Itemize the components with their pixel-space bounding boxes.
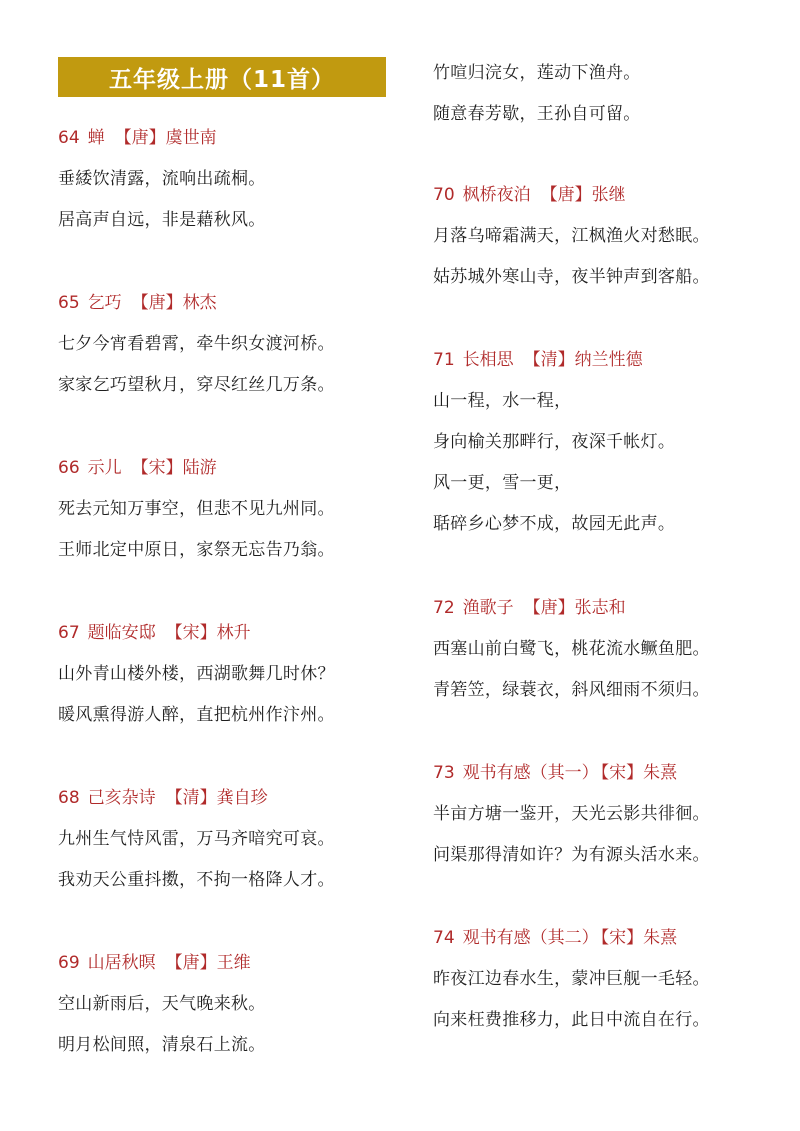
poem-74 xyxy=(433,926,710,1032)
poem-line: 暖风熏得游人醉，直把杭州作汴州。 xyxy=(58,705,335,725)
poem-title: 73 观书有感（其一） 【宋】朱熹 xyxy=(433,763,678,783)
poem-line: 七夕今宵看碧霄，牵牛织女渡河桥。 xyxy=(58,334,335,354)
poem-line: 身向榆关那畔行，夜深千帐灯。 xyxy=(433,432,676,452)
poem-line: 向来枉费推移力，此日中流自在行。 xyxy=(433,1010,710,1030)
poem-title: 70 枫桥夜泊 【唐】张继 xyxy=(433,185,626,205)
poem-line: 青箬笠，绿蓑衣，斜风细雨不须归。 xyxy=(433,680,710,700)
section-title: 五年级上册（11首） xyxy=(108,66,335,93)
poem-65 xyxy=(58,291,335,397)
poem-title: 67 题临安邸 【宋】林升 xyxy=(58,623,251,643)
poem-line: 聒碎乡心梦不成，故园无此声。 xyxy=(433,514,676,534)
poem-line: 居高声自远，非是藉秋风。 xyxy=(58,210,266,230)
poem-line: 半亩方塘一鉴开，天光云影共徘徊。 xyxy=(433,804,710,824)
poem-line: 山外青山楼外楼，西湖歌舞几时休？ xyxy=(58,664,335,684)
poem-line: 王师北定中原日，家祭无忘告乃翁。 xyxy=(58,540,335,560)
poem-72 xyxy=(433,596,710,702)
poem-67 xyxy=(58,621,335,727)
poem-line: 家家乞巧望秋月，穿尽红丝几万条。 xyxy=(58,375,335,395)
poem-title: 71 长相思 【清】纳兰性德 xyxy=(433,350,643,370)
poem-line: 垂緌饮清露，流响出疏桐。 xyxy=(58,169,266,189)
poem-line: 竹喧归浣女，莲动下渔舟。 xyxy=(433,63,641,83)
poem-line: 死去元知万事空，但悲不见九州同。 xyxy=(58,499,335,519)
poem-69 xyxy=(58,951,266,1057)
poem-line: 问渠那得清如许？为有源头活水来。 xyxy=(433,845,710,865)
section-banner xyxy=(58,57,386,97)
poem-line: 明月松间照，清泉石上流。 xyxy=(58,1035,266,1055)
poem-line: 昨夜江边春水生，蒙冲巨舰一毛轻。 xyxy=(433,969,710,989)
poem-title: 68 己亥杂诗 【清】龚自珍 xyxy=(58,788,268,808)
poem-66 xyxy=(58,456,335,562)
poem-line: 我劝天公重抖擞，不拘一格降人才。 xyxy=(58,870,335,890)
poem-line: 姑苏城外寒山寺，夜半钟声到客船。 xyxy=(433,267,710,287)
poem-line: 空山新雨后，天气晚来秋。 xyxy=(58,994,266,1014)
poem-71 xyxy=(433,348,675,536)
poem-title: 69 山居秋暝 【唐】王维 xyxy=(58,953,251,973)
poem-title: 72 渔歌子 【唐】张志和 xyxy=(433,598,626,618)
poem-line: 风一更，雪一更， xyxy=(433,473,572,493)
poem-line: 山一程，水一程， xyxy=(433,391,572,411)
poem-64 xyxy=(58,126,266,232)
poem-title: 66 示儿 【宋】陆游 xyxy=(58,458,217,478)
poem-73 xyxy=(433,761,710,867)
poem-line: 九州生气恃风雷，万马齐喑究可哀。 xyxy=(58,829,335,849)
poem-70 xyxy=(433,183,710,289)
poem-line: 随意春芳歇，王孙自可留。 xyxy=(433,104,641,124)
poem-title: 74 观书有感（其二） 【宋】朱熹 xyxy=(433,928,678,948)
poem-68 xyxy=(58,786,335,892)
poem-line: 西塞山前白鹭飞，桃花流水鳜鱼肥。 xyxy=(433,639,710,659)
poem-line: 月落乌啼霜满天，江枫渔火对愁眠。 xyxy=(433,226,710,246)
poem-69-continued xyxy=(433,61,641,126)
poem-title: 65 乞巧 【唐】林杰 xyxy=(58,293,217,313)
poem-title: 64 蝉 【唐】虞世南 xyxy=(58,128,217,148)
